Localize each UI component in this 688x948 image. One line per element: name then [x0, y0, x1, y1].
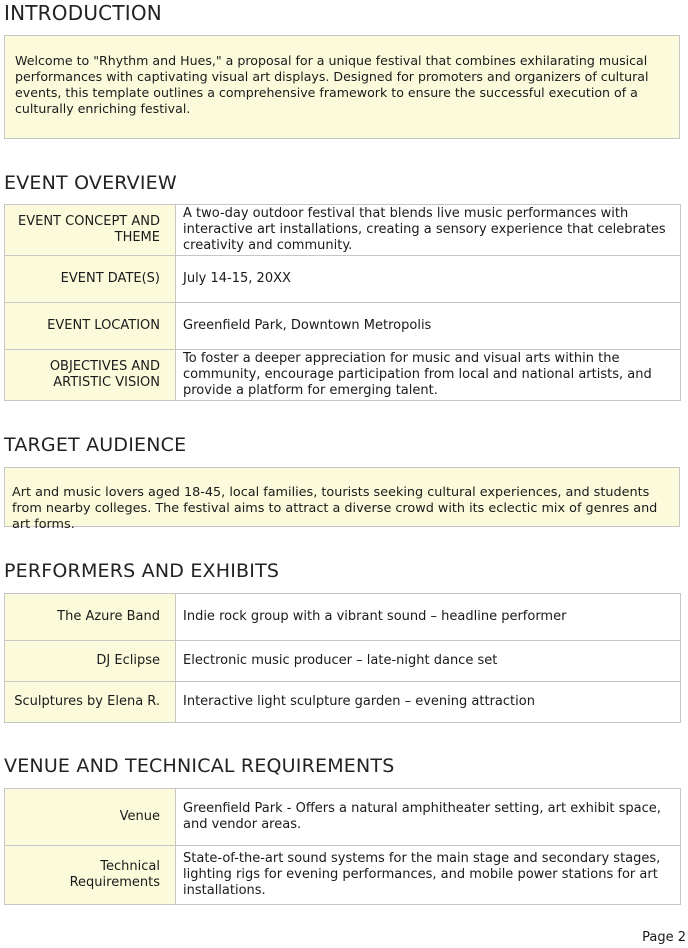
introduction-box: [4, 35, 680, 139]
row-value: Greenfield Park, Downtown Metropolis: [176, 303, 681, 350]
introduction-heading: INTRODUCTION: [4, 1, 162, 25]
performer-description: Electronic music producer – late-night dance set: [176, 641, 681, 682]
row-value: July 14-15, 20XX: [176, 256, 681, 303]
table-row: [5, 641, 681, 682]
performers-heading: PERFORMERS AND EXHIBITS: [4, 560, 280, 582]
performer-name: Sculptures by Elena R.: [5, 682, 176, 723]
table-row: [5, 682, 681, 723]
row-label: Technical Requirements: [5, 846, 176, 905]
table-row: [5, 789, 681, 846]
row-label: EVENT DATE(S): [5, 256, 176, 303]
venue-heading: VENUE AND TECHNICAL REQUIREMENTS: [4, 755, 395, 777]
target-audience-text: Art and music lovers aged 18-45, local families, tourists seeking cultural experiences, and students from nearby colleges. The festival aims to attract a diverse crowd with its eclectic mix of genres and art forms.: [12, 485, 658, 532]
row-value: A two-day outdoor festival that blends live music performances with interactive art installations, creating a sensory experience that celebrates creativity and community.: [176, 205, 681, 256]
event-overview-table: [4, 204, 681, 401]
performer-name: DJ Eclipse: [5, 641, 176, 682]
table-row: [5, 350, 681, 401]
venue-table: [4, 788, 681, 905]
target-audience-box: [4, 467, 680, 532]
table-row: [5, 256, 681, 303]
table-row: [5, 205, 681, 256]
row-value: To foster a deeper appreciation for music and visual arts within the community, encourage participation from local and national artists, and provide a platform for emerging talent.: [176, 350, 681, 401]
table-row: [5, 303, 681, 350]
page-number: Page 2: [642, 930, 686, 945]
performer-name: The Azure Band: [5, 594, 176, 641]
event-overview-heading: EVENT OVERVIEW: [4, 172, 177, 194]
introduction-text: Welcome to "Rhythm and Hues," a proposal for a unique festival that combines exhilarating musical performances with captivating visual art displays. Designed for promoters and organizers of cultural events, this template outlines a comprehensive framework to ensure the successful execution of a culturally enriching festival.: [15, 53, 649, 116]
table-row: [5, 594, 681, 641]
performers-table: [4, 593, 681, 723]
performer-description: Indie rock group with a vibrant sound – headline performer: [176, 594, 681, 641]
row-label: EVENT LOCATION: [5, 303, 176, 350]
performer-description: Interactive light sculpture garden – evening attraction: [176, 682, 681, 723]
row-value: State-of-the-art sound systems for the main stage and secondary stages, lighting rigs for evening performances, and mobile power stations for art installations.: [176, 846, 681, 905]
target-audience-heading: TARGET AUDIENCE: [4, 434, 187, 456]
row-value: Greenfield Park - Offers a natural amphitheater setting, art exhibit space, and vendor areas.: [176, 789, 681, 846]
row-label: OBJECTIVES AND ARTISTIC VISION: [5, 350, 176, 401]
row-label: Venue: [5, 789, 176, 846]
table-row: [5, 846, 681, 905]
row-label: EVENT CONCEPT AND THEME: [5, 205, 176, 256]
